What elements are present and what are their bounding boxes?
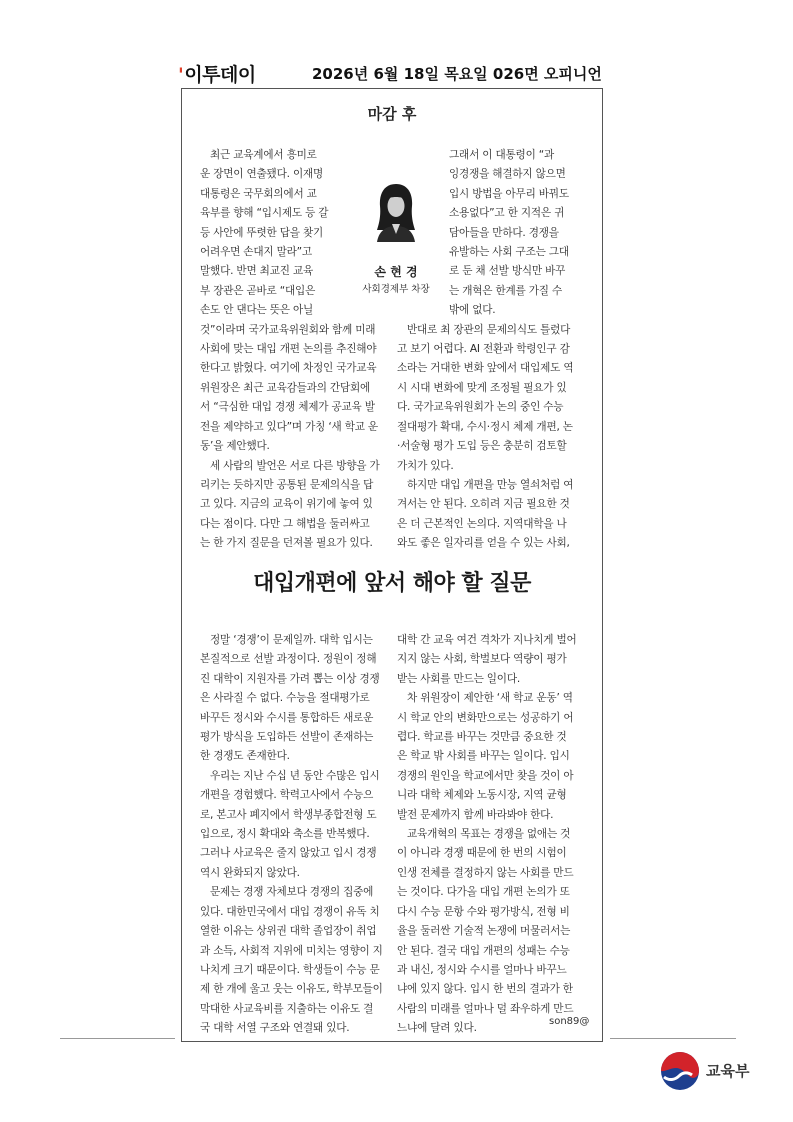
text-line: 는 한 가지 질문을 던져볼 필요가 있다. [200, 537, 373, 550]
text-line: 다시 수능 문항 수와 평가방식, 전형 비 [397, 905, 570, 918]
text-line: 바꾸든 정시와 수시를 통합하든 새로운 [200, 711, 374, 724]
text-line: 느냐에 달려 있다. [397, 1022, 477, 1035]
text-line: 진 대학이 지원자를 가려 뽑는 이상 경쟁 [200, 672, 380, 685]
text-line: 소라는 거대한 변화 앞에서 대입제도 역 [397, 362, 574, 375]
text-line: 제 한 개에 울고 웃는 이유도, 학부모들이 [200, 983, 383, 996]
text-line: 렵다. 학교를 바꾸는 것만큼 중요한 것 [397, 731, 567, 744]
text-line: 사람의 미래를 얼마나 덜 좌우하게 만드 [397, 1002, 574, 1015]
text-line: 반대로 최 장관의 문제의식도 틀렸다 [407, 323, 571, 336]
text-line: 냐에 있지 않다. 입시 한 번의 결과가 한 [397, 983, 573, 996]
text-line: 전을 제약하고 있다”며 가칭 ‘새 학교 운 [200, 420, 378, 433]
text-line: 정말 ‘경쟁’이 문제일까. 대학 입시는 [210, 634, 373, 646]
intro-right-column [397, 146, 586, 554]
text-line: 운 장면이 연출됐다. 이재명 [200, 168, 324, 181]
author-photo [371, 178, 421, 242]
body-left-column [200, 631, 389, 1039]
text-line: 세 사람의 발언은 서로 다른 방향을 가 [210, 459, 380, 472]
logo-mark: ' [178, 64, 184, 86]
text-line: 사회에 맞는 대입 개편 논의를 추진해야 [200, 343, 377, 356]
text-line: 발전 문제까지 함께 바라봐야 한다. [397, 808, 554, 821]
text-line: 열한 이유는 상위권 대학 졸업장이 취업 [200, 925, 377, 938]
text-line: 고 보기 어렵다. AI 전환과 학령인구 감 [397, 343, 570, 356]
text-line: 로 둔 채 선발 방식만 바꾸 [449, 265, 566, 278]
column-title: 마감 후 [367, 105, 417, 123]
text-line: 잉경쟁을 해결하지 않으면 [449, 168, 566, 181]
text-line: 와도 좋은 일자리를 얻을 수 있는 사회, [397, 537, 570, 550]
text-line: 국 대학 서열 구조와 연결돼 있다. [200, 1022, 350, 1035]
text-line: 있다. 대한민국에서 대입 경쟁이 유독 치 [200, 905, 380, 918]
text-line: 리키는 듯하지만 공통된 문제의식을 답 [200, 478, 374, 491]
text-line: 과 소득, 사회적 지위에 미치는 영향이 지 [200, 944, 383, 957]
text-line: 은 더 근본적인 논의다. 지역대학을 나 [397, 517, 567, 530]
text-line: 막대한 사교육비를 지출하는 이유도 결 [200, 1002, 374, 1015]
text-line: 유발하는 사회 구조는 그대 [449, 246, 569, 259]
text-line: 문제는 경쟁 자체보다 경쟁의 집중에 [210, 886, 374, 899]
text-line: 시 시대 변화에 맞게 조정될 필요가 있 [397, 381, 567, 394]
text-line: 서 “극심한 대입 경쟁 체제가 공교육 발 [200, 401, 375, 414]
text-line: 손도 안 댄다는 뜻은 아닐 [200, 304, 314, 317]
text-line: 는 것이다. 다가올 대입 개편 논의가 또 [397, 886, 570, 899]
text-line: 등 사안에 뚜렷한 답을 찾기 [200, 226, 324, 239]
text-line: 은 학교 밖 사회를 바꾸는 일이다. 입시 [397, 750, 570, 763]
text-line: 대통령은 국무회의에서 교 [200, 187, 317, 200]
text-line: 안 된다. 결국 대입 개편의 성패는 수능 [397, 944, 570, 957]
text-line: 본질적으로 선발 과정이다. 정원이 정해 [200, 653, 377, 666]
text-line: 경쟁의 원인을 학교에서만 찾을 것이 아 [397, 769, 574, 782]
text-line: 동’을 제안했다. [200, 440, 270, 453]
text-line: 담아들을 만하다. 경쟁을 [449, 226, 559, 239]
text-line: ·서술형 평가 도입 등은 충분히 검토할 [397, 440, 567, 453]
text-line: 우리는 지난 수십 년 동안 수많은 입시 [210, 769, 380, 782]
text-line: 다는 점이다. 다만 그 해법을 둘러싸고 [200, 517, 370, 530]
text-line: 개편을 경험했다. 학력고사에서 수능으 [200, 789, 374, 802]
text-line: 최근 교육계에서 흥미로 [210, 149, 317, 161]
text-line: 시 학교 안의 변화만으로는 성공하기 어 [397, 711, 574, 724]
text-line: 절대평가 확대, 수시·정시 체제 개편, 논 [397, 420, 573, 433]
text-line: 하지만 대입 개편을 만능 열쇠처럼 여 [407, 478, 574, 491]
headline: 대입개편에 앞서 해야 할 질문 [253, 571, 531, 596]
ministry-emblem-icon [660, 1051, 700, 1091]
text-line: 받는 사회를 만드는 일이다. [397, 672, 521, 685]
text-line: 나치게 크기 때문이다. 학생들이 수능 문 [200, 963, 380, 976]
text-line: 차 위원장이 제안한 ‘새 학교 운동’ 역 [407, 692, 573, 705]
text-line: 그래서 이 대통령이 “과 [449, 149, 555, 161]
footer-rule-right [610, 1038, 736, 1039]
text-line: 과 내신, 정시와 수시를 얼마나 바꾸느 [397, 963, 567, 976]
author-email: son89@ [549, 1016, 590, 1027]
logo-text: 이투데이 [184, 64, 256, 86]
text-line: 어려우면 손대지 말라”고 [200, 246, 312, 259]
text-line: 인생 전체를 결정하지 않는 사회를 만드 [397, 866, 574, 879]
text-line: 것”이라며 국가교육위원회와 함께 미래 [200, 323, 376, 336]
text-line: 위원장은 최근 교육감들과의 간담회에 [200, 381, 371, 394]
text-line: 밖에 없다. [449, 304, 496, 317]
intro-left-column [200, 146, 389, 554]
text-line: 고 있다. 지금의 교육이 위기에 놓여 있 [200, 498, 373, 511]
text-line: 말했다. 반면 최교진 교육 [200, 265, 314, 278]
text-line: 역시 완화되지 않았다. [200, 866, 300, 879]
text-line: 로, 본고사 폐지에서 학생부종합전형 도 [200, 808, 377, 821]
text-line: 입으로, 정시 확대와 축소를 반복했다. [200, 828, 370, 841]
text-line: 그러나 사교육은 줄지 않았고 입시 경쟁 [200, 847, 377, 860]
text-line: 한 경쟁도 존재한다. [200, 750, 290, 763]
text-line: 은 사라질 수 없다. 수능을 절대평가로 [200, 692, 370, 705]
text-line: 입시 방법을 아무리 바꿔도 [449, 187, 569, 200]
text-line: 는 개혁은 한계를 가질 수 [449, 284, 563, 297]
author-title: 사회경제부 차장 [362, 284, 430, 295]
dateline: 2026년 6월 18일 목요일 026면 오피니언 [312, 65, 602, 83]
author-name: 손 현 경 [374, 265, 418, 279]
text-line: 지지 않는 사회, 학벌보다 역량이 평가 [397, 653, 567, 666]
ministry-name: 교육부 [706, 1062, 750, 1080]
text-line: 대학 간 교육 여건 격차가 지나치게 벌어 [397, 634, 577, 646]
body-right-column [397, 631, 586, 1039]
text-line: 육부를 향해 “입시제도 등 갈 [200, 207, 329, 220]
newspaper-logo [178, 60, 256, 87]
text-line: 가치가 있다. [397, 459, 454, 472]
text-line: 교육개혁의 목표는 경쟁을 없애는 것 [407, 828, 571, 841]
text-line: 소용없다”고 한 지적은 귀 [449, 207, 565, 220]
text-line: 한다고 밝혔다. 여기에 차정인 국가교육 [200, 362, 377, 375]
text-line: 부 장관은 곧바로 “대입은 [200, 284, 316, 297]
text-line: 겨서는 안 된다. 오히려 지금 필요한 것 [397, 498, 570, 511]
text-line: 니라 대학 체제와 노동시장, 지역 균형 [397, 789, 567, 802]
text-line: 이 아니라 경쟁 때문에 한 번의 시험이 [397, 847, 567, 860]
footer-rule-left [60, 1038, 175, 1039]
text-line: 평가 방식을 도입하든 선발이 존재하는 [200, 731, 374, 744]
text-line: 다. 국가교육위원회가 논의 중인 수능 [397, 401, 564, 414]
text-line: 율을 둘러싼 기술적 논쟁에 머물러서는 [397, 925, 571, 938]
